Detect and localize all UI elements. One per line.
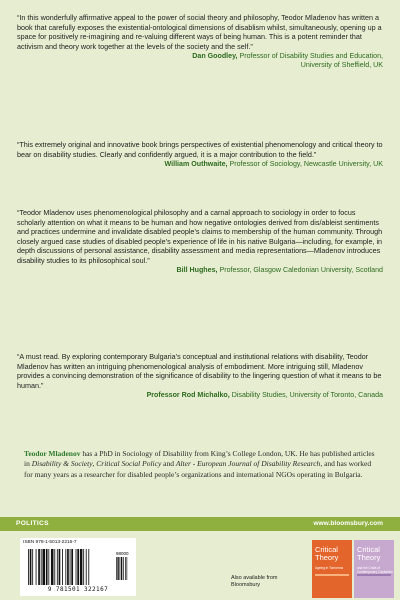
book-stripe bbox=[357, 574, 391, 576]
book-subtitle: and the Crisis of Contemporary Capitalism bbox=[357, 566, 393, 574]
quote-attribution bbox=[17, 391, 383, 400]
isbn-text: ISBN 978-1-5013-2216-7 bbox=[23, 540, 77, 545]
quote-attribution bbox=[17, 160, 383, 169]
quote-name: Professor Rod Michalko, bbox=[146, 391, 230, 399]
quote-affiliation: Professor, Glasgow Caledonian University, Scotland bbox=[219, 266, 383, 274]
book-stripe bbox=[315, 574, 349, 576]
quote-attribution bbox=[17, 52, 383, 71]
quote-michalko bbox=[17, 352, 383, 400]
also-available-label: Also available from Bloomsbury bbox=[231, 575, 278, 589]
quote-hughes bbox=[17, 208, 383, 275]
bio-text-1: has a PhD in Sociology of Disability from King’s College London, UK. He has published articles in bbox=[24, 449, 375, 469]
author-bio bbox=[24, 449, 376, 480]
price-barcode bbox=[116, 550, 134, 580]
journal-3: Alter - European Journal of Disability Research bbox=[175, 459, 321, 469]
category-label: POLITICS bbox=[16, 520, 49, 527]
publisher-website: www.bloomsbury.com bbox=[313, 520, 383, 527]
quote-affiliation: Professor of Disability Studies and Education, bbox=[239, 52, 383, 60]
book-title: Critical Theory bbox=[315, 545, 339, 562]
barcode-digits: 9 781501 322167 bbox=[47, 586, 109, 593]
bio-text-3: , and has worked for many years as a researcher for disabled people’s organizations and international NGOs operating in Bulgaria. bbox=[24, 459, 372, 479]
quote-text: “This extremely original and innovative book brings perspectives of existential phenomenology and critical theory to bear on disability studies. Clearly and confidently argued, it is a major contribution to the field.” bbox=[17, 140, 383, 159]
journal-2: Critical Social Policy bbox=[96, 459, 162, 469]
quote-outhwaite bbox=[17, 140, 383, 169]
bio-text-2: and bbox=[161, 459, 176, 469]
quote-text: “A must read. By exploring contemporary Bulgaria’s conceptual and institutional relations with disability, Teodor Mladenov has written an intriguing phenomenological analysis of embodiment. More intriguing still, Mladenov provides a convincing demonstration of the significance of disability to the lingering question of what it means to be human.” bbox=[17, 352, 382, 390]
author-name: Teodor Mladenov bbox=[24, 449, 81, 458]
quote-text: “Teodor Mladenov uses phenomenological philosophy and a carnal approach to sociology in order to focus scholarly attention on what it means to be human and how negative ontologies derived from dis/ableist sentiments and practices undermine and invalidate disabled people’s claims to membership of the human community. Through closely argued case studies of disabled people’s experience of life in his native Bulgaria—including, for example, in depth discussions of personal assistance, disability assessment and media representations—Mladenov introduces disability studies to its philosophical soul.” bbox=[17, 208, 383, 265]
price-code: 98000 bbox=[116, 551, 129, 556]
quote-name: William Outhwaite, bbox=[164, 160, 228, 168]
bio-sep: , bbox=[92, 459, 97, 469]
quote-affiliation: Professor of Sociology, Newcastle University, UK bbox=[229, 160, 383, 168]
quote-affiliation-2: University of Sheffield, UK bbox=[300, 61, 383, 70]
quote-attribution bbox=[17, 266, 383, 275]
quote-goodley bbox=[17, 13, 383, 71]
book-title: Critical Theory bbox=[357, 545, 381, 562]
book-subtitle: Ageing in Tomorrow bbox=[315, 566, 344, 570]
quote-affiliation: Disability Studies, University of Toronto, Canada bbox=[231, 391, 383, 399]
book-cover-2 bbox=[354, 540, 394, 598]
barcode-bars bbox=[28, 549, 112, 585]
journal-1: Disability & Society bbox=[31, 459, 93, 469]
book-cover-1 bbox=[312, 540, 352, 598]
quote-name: Bill Hughes, bbox=[176, 266, 218, 274]
quote-text: “In this wonderfully affirmative appeal to the power of social theory and philosophy, Teodor Mladenov has written a book that carefully exposes the existential-ontological dimensions of disablism whilst, simultaneously, opening up a space for positively re-imagining and re-valuing different ways of being human. This is a potent reminder that activism and theory work together at the levels of the society and the self.” bbox=[17, 13, 382, 51]
category-band bbox=[0, 517, 400, 531]
isbn-barcode bbox=[20, 538, 136, 596]
quote-name: Dan Goodley, bbox=[192, 52, 238, 60]
